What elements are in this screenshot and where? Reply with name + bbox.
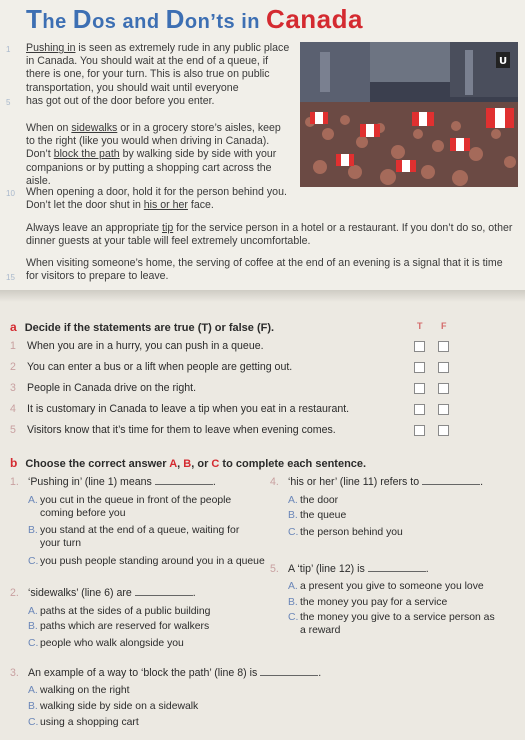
line-number: 5 — [6, 98, 11, 107]
statement-number: 3 — [10, 382, 16, 394]
question-end: . — [480, 476, 484, 488]
option-letter: B. — [288, 597, 298, 608]
option-text: walking side by side on a sidewalk — [40, 701, 199, 712]
text-line: Don’t let the door shut in his or her face. — [26, 199, 214, 212]
question-stem: A ‘tip’ (line 12) is — [288, 563, 365, 575]
option-5-b[interactable] — [288, 596, 447, 609]
option-text: paths which are reserved for walkers — [40, 621, 210, 632]
text-line: for visitors to prepare to leave. — [26, 270, 169, 283]
question-end: . — [318, 667, 322, 679]
false-checkbox-1[interactable] — [438, 341, 449, 352]
option-letter: B. — [288, 510, 298, 521]
crowd-with-flags-image — [300, 42, 518, 187]
statement-text: People in Canada drive on the right. — [27, 382, 197, 394]
text-line: dinner guests at your table will feel extremely uncomfortable. — [26, 235, 311, 248]
option-letter: C. — [288, 527, 299, 538]
question-end: . — [425, 563, 429, 575]
option-1-b[interactable] — [28, 524, 239, 550]
option-text: people who walk alongside you — [40, 638, 184, 649]
option-text: you push people standing around you in a queue — [40, 556, 265, 567]
line-number: 1 — [6, 45, 11, 54]
option-text: the person behind you — [300, 527, 403, 538]
option-4-c[interactable] — [288, 526, 403, 539]
answer-blank[interactable] — [368, 564, 426, 572]
statement-text: Visitors know that it’s time for them to leave when evening comes. — [27, 424, 336, 436]
statement-5 — [10, 424, 336, 436]
text-line: When opening a door, hold it for the person behind you. — [26, 186, 287, 198]
question-stem: An example of a way to ‘block the path’ (line 8) is — [28, 667, 258, 679]
text-line: Pushing in is seen as extremely rude in any public place — [26, 42, 290, 54]
option-letter: A. — [28, 685, 38, 696]
paragraph-pushing-in — [26, 42, 294, 108]
question-2 — [10, 587, 196, 601]
false-checkbox-3[interactable] — [438, 383, 449, 394]
question-end: . — [192, 587, 196, 599]
option-letter: A. — [28, 606, 38, 617]
false-checkbox-2[interactable] — [438, 362, 449, 373]
text-line: companions or by putting a shopping cart across the aisle. — [26, 161, 272, 187]
false-checkbox-5[interactable] — [438, 425, 449, 436]
section-b-heading: b Choose the correct answer A, B, or C to complete each sentence. — [10, 456, 367, 470]
option-5-c[interactable] — [288, 611, 495, 637]
answer-blank[interactable] — [260, 668, 318, 676]
text-line: has got out of the door before you enter. — [26, 94, 215, 107]
option-letter: B. — [28, 621, 38, 632]
question-number: 2. — [10, 587, 19, 599]
text-line: to the right (like you would when driving in Canada). — [26, 135, 270, 148]
option-4-b[interactable] — [288, 509, 346, 522]
page-title: The Dos and Don’ts in Canada — [26, 4, 363, 34]
section-a-heading: a Decide if the statements are true (T) or false (F). — [10, 320, 275, 334]
crowd-photo — [300, 42, 518, 187]
statement-1 — [10, 340, 264, 352]
option-text-continued: coming before you — [40, 508, 126, 519]
statement-text: You can enter a bus or a lift when people are getting out. — [27, 361, 293, 373]
true-checkbox-1[interactable] — [414, 341, 425, 352]
option-text: using a shopping cart — [40, 717, 139, 728]
option-5-a[interactable] — [288, 580, 484, 593]
statement-2 — [10, 361, 292, 373]
option-3-b[interactable] — [28, 700, 198, 713]
option-letter: C. — [288, 612, 299, 623]
option-text: a present you give to someone you love — [300, 581, 484, 592]
option-letter: C. — [28, 556, 39, 567]
option-letter: C. — [28, 638, 39, 649]
question-5 — [270, 563, 429, 577]
question-stem: ‘his or her’ (line 11) refers to — [288, 476, 420, 488]
option-text: you stand at the end of a queue, waiting for — [40, 525, 240, 536]
text-line: Don’t block the path by walking side by side with your — [26, 148, 277, 161]
answer-blank[interactable] — [422, 477, 480, 485]
text-line: transportation, you should wait until everyone — [26, 81, 239, 94]
question-number: 3. — [10, 667, 19, 679]
statement-3 — [10, 382, 196, 394]
answer-blank[interactable] — [135, 588, 193, 596]
option-1-c[interactable] — [28, 555, 265, 568]
true-column-label: T — [417, 321, 423, 331]
paragraph-sidewalks — [26, 122, 294, 188]
photo-badge: U — [498, 56, 508, 67]
option-text: the money you pay for a service — [300, 597, 448, 608]
statement-text: When you are in a hurry, you can push in a queue. — [27, 340, 264, 352]
option-letter: A. — [288, 581, 298, 592]
option-letter: A. — [288, 495, 298, 506]
option-4-a[interactable] — [288, 494, 338, 507]
true-checkbox-3[interactable] — [414, 383, 425, 394]
text-line: When on sidewalks or in a grocery store’s aisles, keep — [26, 122, 281, 134]
option-letter: C. — [28, 717, 39, 728]
option-text: walking on the right — [40, 685, 130, 696]
false-column-label: F — [441, 321, 447, 331]
option-letter: A. — [28, 495, 38, 506]
true-checkbox-5[interactable] — [414, 425, 425, 436]
paragraph-door — [26, 186, 294, 212]
false-checkbox-4[interactable] — [438, 404, 449, 415]
option-letter: B. — [28, 701, 38, 712]
reading-section — [0, 0, 525, 296]
question-stem: ‘sidewalks’ (line 6) are — [28, 587, 132, 599]
option-3-c[interactable] — [28, 716, 139, 729]
question-number: 1. — [10, 476, 19, 488]
option-2-a[interactable] — [28, 605, 210, 618]
text-line: in Canada. You should wait at the end of a queue, if — [26, 55, 269, 68]
option-text: the money you give to a service person as — [300, 612, 495, 623]
option-text-continued: your turn — [40, 538, 82, 549]
paragraph-tip — [26, 222, 518, 248]
option-letter: B. — [28, 525, 38, 536]
text-line: Always leave an appropriate tip for the service person in a hotel or a restaurant. If you don’t do so, other — [26, 222, 513, 234]
statement-number: 5 — [10, 424, 16, 436]
option-3-a[interactable] — [28, 684, 130, 697]
option-1-a[interactable] — [28, 494, 231, 520]
option-text: paths at the sides of a public building — [40, 606, 211, 617]
question-number: 5. — [270, 563, 279, 575]
line-number: 10 — [6, 189, 15, 198]
question-number: 4. — [270, 476, 279, 488]
question-stem: ‘Pushing in’ (line 1) means — [28, 476, 152, 488]
answer-blank[interactable] — [155, 477, 213, 485]
paragraph-coffee — [26, 257, 518, 283]
option-text: you cut in the queue in front of the people — [40, 495, 232, 506]
true-checkbox-2[interactable] — [414, 362, 425, 373]
text-line: When visiting someone’s home, the serving of coffee at the end of an evening is a signal that it is time — [26, 257, 503, 269]
question-end: . — [212, 476, 216, 488]
statement-number: 2 — [10, 361, 16, 373]
statement-number: 4 — [10, 403, 16, 415]
statement-4 — [10, 403, 349, 415]
line-number: 15 — [6, 273, 15, 282]
option-text: the door — [300, 495, 339, 506]
question-3 — [10, 667, 321, 681]
question-1 — [10, 476, 216, 490]
question-4 — [270, 476, 483, 490]
option-text: the queue — [300, 510, 347, 521]
true-checkbox-4[interactable] — [414, 404, 425, 415]
page-fold — [0, 290, 525, 302]
option-2-b[interactable] — [28, 620, 209, 633]
text-line: there is one, for your turn. This is also true on public — [26, 68, 270, 81]
option-2-c[interactable] — [28, 637, 184, 650]
statement-text: It is customary in Canada to leave a tip when you eat in a restaurant. — [27, 403, 350, 415]
statement-number: 1 — [10, 340, 16, 352]
option-text-continued: a reward — [300, 625, 341, 636]
